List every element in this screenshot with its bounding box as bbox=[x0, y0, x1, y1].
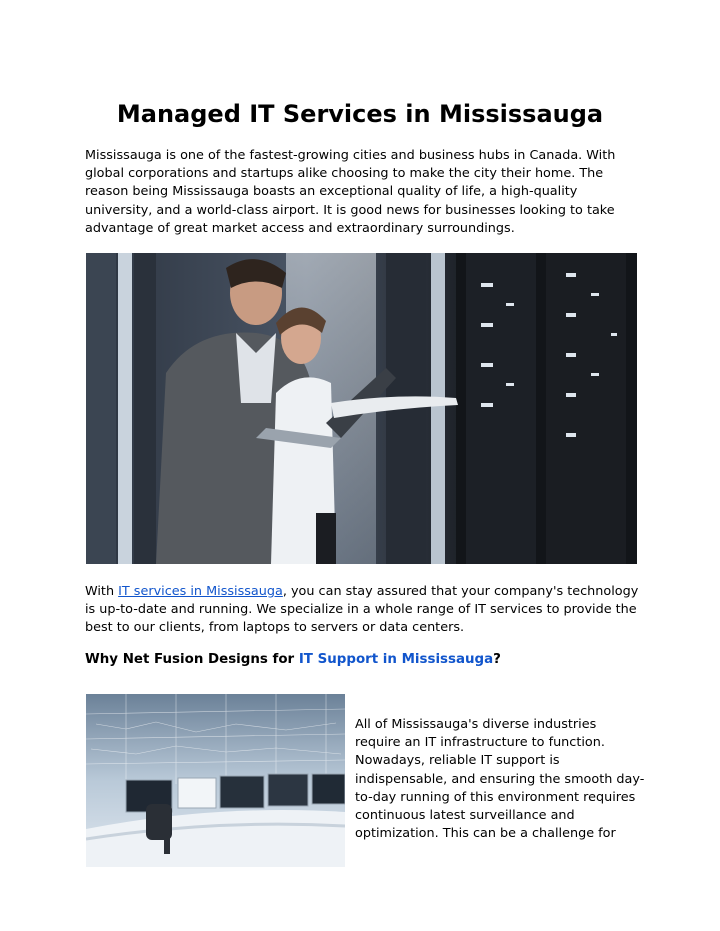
page-title: Managed IT Services in Mississauga bbox=[116, 100, 604, 128]
why-heading-highlight: IT Support in Mississauga bbox=[298, 652, 494, 667]
intro-paragraph: Mississauga is one of the fastest-growing cities and business hubs in Canada. With global corporations and startups alike choosing to make the city their home. The reason being Mississauga boasts an exceptional quality of life, a high-quality university, and a world-class airport. It is good news for businesses looking to take advantage of great market access and extraordinary surroundings. bbox=[85, 148, 616, 236]
services-paragraph bbox=[85, 583, 641, 638]
network-operations-center-photo bbox=[86, 694, 345, 867]
services-suffix: , you can stay assured that your company's technology is up-to-date and running. We specialize in a whole range of IT services to provide the best to our clients, from laptops to servers or data centers. bbox=[85, 584, 639, 636]
it-services-link[interactable]: IT services in Mississauga bbox=[118, 584, 283, 599]
why-heading bbox=[85, 650, 501, 670]
why-heading-prefix: Why Net Fusion Designs for bbox=[85, 652, 299, 667]
services-prefix: With bbox=[85, 584, 119, 599]
server-room-technicians-photo bbox=[86, 253, 637, 564]
why-heading-suffix: ? bbox=[493, 652, 501, 667]
industries-paragraph: All of Mississauga's diverse industries require an IT infrastructure to function. Nowadays, reliable IT support is indispensable, and ensuring the smooth day-to-day running of this environment requires continuous latest surveillance and optimization. This can be a challenge for bbox=[355, 717, 645, 842]
